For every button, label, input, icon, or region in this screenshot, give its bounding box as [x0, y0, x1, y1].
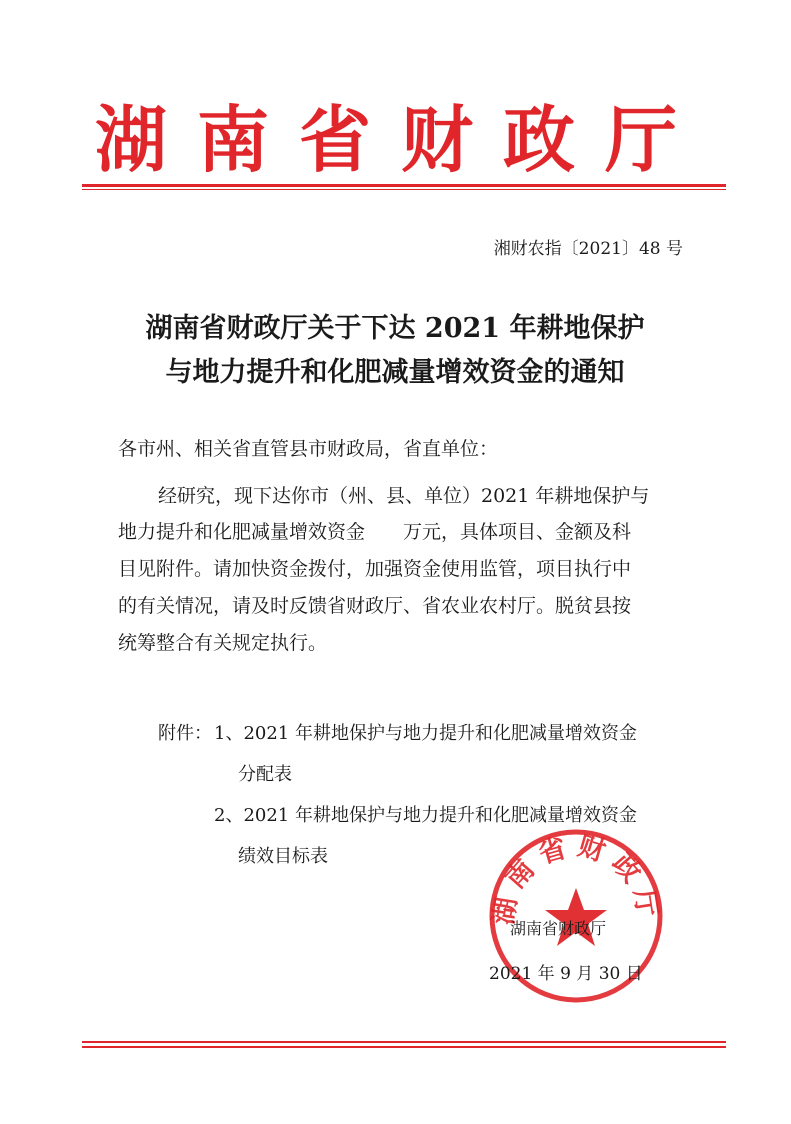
svg-text:湖南省财政厅: 湖南省财政厅 [488, 830, 664, 927]
document-number: 湘财农指〔2021〕48 号 [493, 239, 683, 259]
body-line-4: 的有关情况，请及时反馈省财政厅、省农业农村厅。脱贫县按 [118, 595, 632, 617]
masthead-org-name: 湖南省财政厅 [95, 97, 708, 182]
footer-red-rule-2 [82, 1046, 726, 1048]
document-title-line-2: 与地力提升和化肥减量增效资金的通知 [165, 357, 625, 388]
attachment-2-line-2: 绩效目标表 [238, 846, 328, 867]
document-title-line-1: 湖南省财政厅关于下达 2021 年耕地保护 [145, 313, 645, 344]
attachments-prefix: 附件： [158, 723, 212, 744]
header-red-rule [82, 184, 726, 187]
body-line-2: 地力提升和化肥减量增效资金 万元，具体项目、金额及科 [118, 521, 632, 543]
attachment-1-line-1: 1、2021 年耕地保护与地力提升和化肥减量增效资金 [214, 723, 637, 744]
body-line-5: 统筹整合有关规定执行。 [118, 632, 328, 654]
body-line-1: 经研究，现下达你市（州、县、单位）2021 年耕地保护与 [158, 485, 650, 507]
header-red-rule-thin [82, 189, 726, 190]
attachment-2-line-1: 2、2021 年耕地保护与地力提升和化肥减量增效资金 [214, 805, 637, 826]
attachment-1-line-2: 分配表 [238, 764, 292, 785]
body-line-3: 目见附件。请加快资金拨付，加强资金使用监管，项目执行中 [118, 558, 632, 580]
signature-date: 2021 年 9 月 30 日 [489, 964, 643, 984]
signature-org: 湖南省财政厅 [510, 919, 607, 938]
footer-red-rule [82, 1041, 726, 1043]
salutation: 各市州、相关省直管县市财政局，省直单位： [118, 438, 499, 460]
